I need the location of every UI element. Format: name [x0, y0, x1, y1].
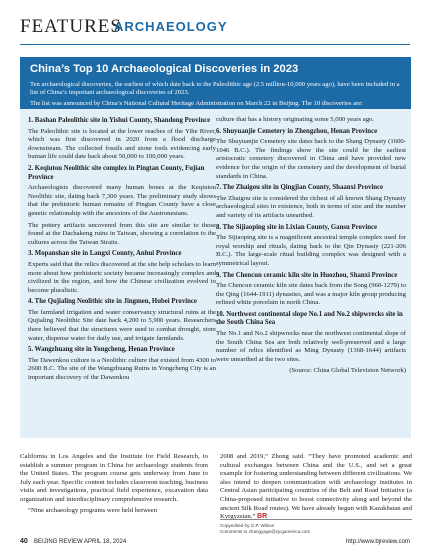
discovery-text: The Paleolithic site is located at the lower reaches of the Yihe River, which was first discovered in 2020 from a flood discharge downstream. The collected fossils and stone tools evidencing early human life could date back about 50,000 to 100,000 years. [28, 127, 216, 161]
discovery-text: The Sijiaoping site is a magnificent ancestral temple complex used for royal worship and rituals, dating back to the Qin Dynasty (221-206 B.C.). The large-scale ritual building complex was designed with a symmetrical layout. [216, 234, 406, 267]
sidebar-intro: Ten archaeological discoveries, the earliest of which date back to the Paleolithic age (2.5 million-10,000 years ago), have been included in a list of China’s important archaeological discoveries of 2023. [30, 81, 400, 97]
discovery-heading: 8. The Sijiaoping site in Lixian County, Gansu Province [216, 223, 378, 231]
sidebar-right-column [216, 116, 406, 379]
source-credit: (Source: China Global Television Network) [289, 367, 406, 375]
discovery-heading: 10. Northwest continental slope No.1 and No.2 shipwrecks site in the South China Sea [216, 310, 403, 327]
discovery-text: Archaeologists discovered many human bones at the Keqiutou Neolithic site, dating back 7,300 years. The preliminary study shows that the prehistoric human remains of Pingtan County have a close genetic relationship with the ancestors of the Austronesians. [28, 184, 216, 217]
discovery-heading: 4. The Qujialing Neolithic site in Jingmen, Hubei Province [28, 298, 197, 306]
article-paragraph: California in Los Angeles and the Institute for Field Research, to establish a summer program in China for archaeology students from the United States. The program course gets underway from June to July each year. Specific content includes classroom teaching, business visits and investigations, practical field experience, excavation data organization and interdisciplinary comprehensive research. [20, 453, 208, 503]
discovery-text: The pottery artifacts uncovered from this site are similar to those found at the Dachakeng ruins in Taiwan, showing a correlation to the cultures across the Taiwan Straits. [28, 221, 216, 246]
discovery-text: The Chencun ceramic kiln site dates back from the Song (960-1279) to the Qing (1644-1911) dynasties, and was a major kiln group producing refined white porcelain in north China. [216, 282, 406, 307]
website-url: http://www.bjreview.com [345, 538, 410, 545]
discovery-text-continued: culture that has a history originating some 5,000 years ago. [216, 116, 375, 123]
features-label: FEATURES [20, 16, 122, 37]
article-paragraph-text: 2008 and 2019,” Zhong said. “They have promoted academic and cultural exchanges between China and the U.S., and set a great example for fostering understanding between different civilizations. We also intend to deepen communication with archaeology institutes in Central Asian participating countries of the Belt and Road Initiative (a China-proposed initiative to boost connectivity along and beyond the ancient Silk Road routes). We have already begun with Kazakhstan and Kyrgyzstan.” [220, 453, 412, 521]
page-header [20, 16, 410, 42]
editor-credits [220, 519, 412, 535]
discovery-heading: 3. Mopanshan site in Langxi County, Anhui Province [28, 250, 182, 258]
discovery-text: Experts said that the relics discovered at the site help scholars to learn more about how prehistoric society became increasingly complex and civilized in the region, and how the Chinese civilization evolved to become pluralistic. [28, 260, 216, 294]
discovery-text: The Shuyuanjie Cemetery site dates back to the Shang Dynasty (1600-1046 B.C.). The findings show the site could be the earliest aristocratic cemetery discovered in China and have provided new evidence for the origin of the cemetery and the development of burial standards in China. [216, 138, 406, 180]
discovery-heading: 5. Wangzhuang site in Yongcheng, Henan Province [28, 346, 175, 354]
discovery-heading: 9. The Chencun ceramic kiln site in Huozhou, Shanxi Province [216, 271, 398, 279]
sidebar-left-column [28, 117, 216, 386]
page-footer [20, 538, 410, 550]
discovery-heading: 7. The Zhaigou site in Qingjian County, Shaanxi Province [216, 184, 384, 192]
discovery-text: The Zhaigou site is considered the richest of all known Shang Dynasty archaeological sites in existence, both in terms of size and the number and variety of its artifacts unearthed. [216, 194, 406, 219]
discovery-text: The Dawenkou culture is a Neolithic culture that existed from 4300 to 2600 B.C. The site of the Wangzhuang Ruins in Yongcheng City is an important discovery of the Dawenkou [28, 356, 216, 382]
sidebar-title: China’s Top 10 Archaeological Discoveries in 2023 [30, 63, 299, 75]
end-mark: BR [257, 513, 268, 521]
discovery-heading: 6. Shuyuanjie Cemetery in Zhengzhou, Henan Province [216, 127, 378, 135]
copyedit-credit: Copyedited by G.P. Wilson [220, 523, 275, 528]
article-column-right [220, 453, 412, 524]
discovery-heading: 2. Keqiutou Neolithic site complex in Pingtan County, Fujian Province [28, 164, 205, 181]
sidebar-banner [20, 57, 411, 109]
section-label: ARCHAEOLOGY [114, 19, 228, 34]
discovery-text: The No.1 and No.2 shipwrecks near the northwest continental slope of the South China Sea are both relatively well-preserved and a large number of relics identified as Ming Dynasty (1368-1644) artifacts were unearthed at the two sites. [216, 330, 406, 363]
header-rule [20, 44, 410, 45]
article-column-left [20, 453, 208, 517]
sidebar-intro-announcement: The list was announced by China’s National Cultural Heritage Administration on March 22 in Beijing. The 10 discoveries are: [30, 100, 363, 107]
article-paragraph [220, 453, 412, 522]
page-number: 40 [20, 538, 28, 545]
discovery-text: The farmland irrigation and water conservancy structural ruins at the Qujialing Neolithic Site date back 4,200 to 5,900 years. Researchers there believed that the structures were used to combat drought, store water, dispense water for daily use, and irrigate farmlands. [28, 308, 216, 342]
discovery-heading: 1. Bashan Paleolithic site in Yishui County, Shandong Province [28, 117, 211, 124]
article-paragraph: “Nine archaeology programs were held between [28, 506, 158, 514]
comments-email: Comments to zhangyage@cjcgamerica.com [220, 529, 311, 534]
discoveries-sidebar-box [20, 57, 411, 438]
magazine-issue: BEIJING REVIEW APRIL 18, 2024 [34, 538, 127, 545]
